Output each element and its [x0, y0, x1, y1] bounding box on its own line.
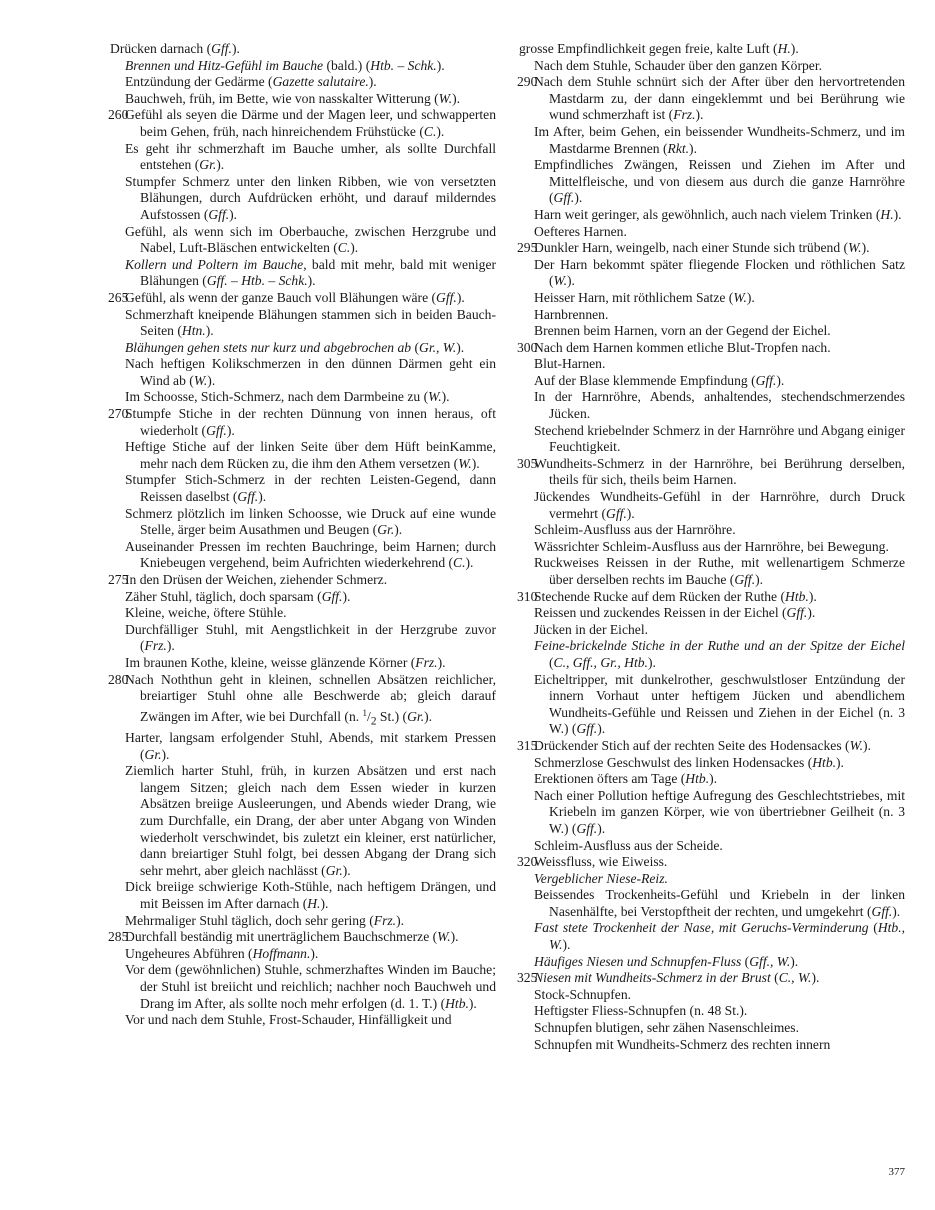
entry-text: Im After, beim Gehen, ein beissender Wundheits-Schmerz, und im Mastdarme Brennen (Rkt.). — [534, 123, 905, 156]
entry-text: Brennen und Hitz-Gefühl im Bauche (bald.) (Htb. – Schk.). — [125, 57, 445, 73]
symptom-entry — [108, 962, 496, 1012]
symptom-entry — [517, 290, 905, 307]
entry-text: Reissen und zuckendes Reissen in der Eichel (Gff.). — [534, 605, 816, 621]
symptom-entry — [108, 389, 496, 406]
entry-text: Vergeblicher Niese-Reiz. — [534, 870, 668, 886]
entry-text: Eicheltripper, mit dunkelrother, geschwulstloser Entzündung der innern Vorhaut unter heftigem Jücken und abendlichem Wundheits-Gefühle und Reissen und Ziehen in der Eichel (n. 3 W.) (Gff.). — [534, 671, 905, 737]
symptom-entry — [517, 124, 905, 157]
symptom-entry — [517, 555, 905, 588]
symptom-entry — [517, 257, 905, 290]
entry-text: Niesen mit Wundheits-Schmerz in der Brust (C., W.). — [534, 970, 820, 986]
symptom-entry — [517, 771, 905, 788]
symptom-entry — [108, 439, 496, 472]
entry-text: Nach dem Stuhle, Schauder über den ganzen Körper. — [534, 57, 823, 73]
entry-number: 310 — [517, 588, 538, 604]
symptom-entry — [108, 107, 496, 140]
entry-number: 315 — [517, 737, 538, 753]
entry-text: Harnbrennen. — [534, 306, 609, 322]
symptom-entry — [517, 539, 905, 556]
entry-text: Ruckweises Reissen in der Ruthe, mit wellenartigem Schmerze über derselben rechts im Bauche (Gff.). — [534, 555, 905, 587]
symptom-entry — [517, 755, 905, 772]
symptom-entry — [517, 987, 905, 1004]
entry-text: Kleine, weiche, öftere Stühle. — [125, 605, 287, 621]
entry-text: Feine-brickelnde Stiche in der Ruthe und an der Spitze der Eichel (C., Gff., Gr., Htb.). — [534, 638, 905, 670]
symptom-entry — [517, 58, 905, 75]
symptom-entry — [517, 1003, 905, 1020]
symptom-entry — [517, 672, 905, 738]
symptom-entry — [517, 887, 905, 920]
symptom-entry — [517, 389, 905, 422]
symptom-entry — [108, 763, 496, 879]
symptom-entry — [108, 655, 496, 672]
entry-text: Stumpfer Stich-Schmerz in der rechten Leisten-Gegend, dann Reissen daselbst (Gff.). — [125, 472, 496, 505]
page-number: 377 — [888, 1166, 905, 1178]
symptom-entry — [517, 854, 905, 871]
symptom-entry — [517, 738, 905, 755]
right-column — [517, 41, 905, 1053]
entry-number: 280 — [108, 671, 129, 687]
entry-number: 275 — [108, 572, 129, 587]
entry-text: Schnupfen mit Wundheits-Schmerz des rechten innern — [534, 1036, 831, 1052]
symptom-entry — [108, 174, 496, 224]
symptom-entry — [108, 257, 496, 290]
entry-text: Empfindliches Zwängen, Reissen und Ziehen im After und Mittelfleische, und von diesem aus durch die ganze Harnröhre (Gff.). — [534, 157, 905, 206]
entry-text: Heftige Stiche auf der linken Seite über dem Hüft beinKamme, mehr nach dem Rücken zu, die ihm den Athem versetzen (W.). — [125, 439, 496, 471]
symptom-entry — [517, 157, 905, 207]
symptom-entry — [517, 522, 905, 539]
entry-text: Gefühl als seyen die Därme und der Magen leer, und schwapperten beim Gehen, früh, nach hinreichendem Frühstücke (C.). — [125, 107, 496, 139]
entry-text: Wundheits-Schmerz in der Harnröhre, bei Berührung derselben, theils für sich, theils beim Harnen. — [534, 455, 905, 488]
entry-text: Schnupfen blutigen, sehr zähen Nasenschleimes. — [534, 1020, 799, 1036]
entry-text: Durchfall beständig mit unerträglichem Bauchschmerze (W.). — [125, 929, 459, 945]
entry-text: Durchfälliger Stuhl, mit Aengstlichkeit in der Herzgrube zuvor (Frz.). — [125, 621, 496, 654]
entry-number: 260 — [108, 107, 129, 123]
symptom-entry — [517, 589, 905, 606]
symptom-entry — [108, 539, 496, 572]
entry-text: Beissendes Trockenheits-Gefühl und Kriebeln in der linken Nasenhälfte, bei Verstopftheit der rechten, und umgekehrt (Gff.). — [534, 887, 905, 919]
entry-text: Ungeheures Abführen (Hoffmann.). — [125, 945, 319, 961]
symptom-entry — [108, 572, 496, 589]
entry-text: Schleim-Ausfluss aus der Scheide. — [534, 837, 723, 853]
symptom-entry — [108, 224, 496, 257]
entry-number: 290 — [517, 74, 538, 90]
entry-text: Dick breiige schwierige Koth-Stühle, nach heftigem Drängen, und mit Beissen im After darnach (H.). — [125, 879, 496, 911]
entry-text: Gefühl, als wenn sich im Oberbauche, zwischen Herzgrube und Nabel, Luft-Bläschen entwickelten (C.). — [125, 223, 496, 256]
symptom-entry — [517, 423, 905, 456]
symptom-entry — [517, 240, 905, 257]
entry-text: Es geht ihr schmerzhaft im Bauche umher, als sollte Durchfall entstehen (Gr.). — [125, 140, 496, 173]
symptom-entry — [108, 91, 496, 108]
entry-text: Im braunen Kothe, kleine, weisse glänzende Körner (Frz.). — [125, 654, 446, 670]
entry-text: Blähungen gehen stets nur kurz und abgebrochen ab (Gr., W.). — [125, 339, 465, 355]
symptom-entry — [517, 307, 905, 324]
entry-text: grosse Empfindlichkeit gegen freie, kalte Luft (H.). — [519, 41, 799, 56]
entry-text: Stechend kriebelnder Schmerz in der Harnröhre und Abgang einiger Feuchtigkeit. — [534, 422, 905, 455]
entry-text: In der Harnröhre, Abends, anhaltendes, stechendschmerzendes Jücken. — [534, 389, 905, 422]
symptom-entry — [517, 605, 905, 622]
entry-text: Drückender Stich auf der rechten Seite des Hodensackes (W.). — [534, 737, 871, 753]
entry-text: Jückendes Wundheits-Gefühl in der Harnröhre, durch Druck vermehrt (Gff.). — [534, 489, 905, 521]
entry-text: Bauchweh, früh, im Bette, wie von nasskalter Witterung (W.). — [125, 90, 461, 106]
entry-text: Fast stete Trockenheit der Nase, mit Geruchs-Verminderung (Htb., W.). — [534, 920, 905, 953]
entry-text: Zäher Stuhl, täglich, doch sparsam (Gff.). — [125, 588, 351, 604]
entry-text: Brennen beim Harnen, vorn an der Gegend der Eichel. — [534, 323, 831, 339]
symptom-entry — [517, 41, 905, 58]
symptom-entry — [108, 929, 496, 946]
symptom-entry — [517, 920, 905, 953]
symptom-entry — [108, 946, 496, 963]
symptom-entry — [517, 456, 905, 489]
symptom-entry — [108, 141, 496, 174]
symptom-entry — [108, 879, 496, 912]
symptom-entry — [517, 622, 905, 639]
entry-text: Kollern und Poltern im Bauche, bald mit mehr, bald mit weniger Blähungen (Gff. – Htb. – Schk.). — [125, 256, 497, 289]
symptom-entry — [108, 605, 496, 622]
entry-text: Auseinander Pressen im rechten Bauchringe, beim Harnen; durch Kniebeugen vergehend, beim Aufrichten wiederkehrend (C.). — [125, 538, 496, 571]
symptom-entry — [108, 672, 496, 731]
entry-text: Vor und nach dem Stuhle, Frost-Schauder, Hinfälligkeit und — [125, 1012, 452, 1028]
entry-text: Wässrichter Schleim-Ausfluss aus der Harnröhre, bei Bewegung. — [534, 538, 889, 554]
symptom-entry — [517, 489, 905, 522]
entry-number: 265 — [108, 289, 129, 305]
symptom-entry — [517, 970, 905, 987]
entry-number: 295 — [517, 240, 538, 256]
symptom-entry — [517, 838, 905, 855]
entry-text: Ziemlich harter Stuhl, früh, in kurzen Absätzen und erst nach langem Sitzen; gleich nach dem Essen wieder in kurzen Absätzen breiige Ausleerungen, und Abends wieder Drang, wie zum Durchfalle, ein Drang, der aber unter Abgang von Winden wiederholt verschwindet, bis zuletzt ein kleiner, erst natürlicher, dann breiartiger Stuhl folgt, bei dessen Abgang der Drang sich sehr mehrt, aber gleich nachlässt (Gr.). — [125, 763, 496, 878]
symptom-entry — [517, 74, 905, 124]
entry-text: Dunkler Harn, weingelb, nach einer Stunde sich trübend (W.). — [534, 240, 870, 256]
entry-text: Oefteres Harnen. — [534, 223, 627, 239]
entry-text: Schmerzhaft kneipende Blähungen stammen sich in beiden Bauch-Seiten (Htn.). — [125, 306, 496, 339]
entry-text: Harter, langsam erfolgender Stuhl, Abends, mit starkem Pressen (Gr.). — [125, 730, 496, 762]
symptom-entry — [108, 307, 496, 340]
entry-number: 305 — [517, 455, 538, 471]
entry-text: Stechende Rucke auf dem Rücken der Ruthe (Htb.). — [534, 588, 817, 604]
entry-text: Häufiges Niesen und Schnupfen-Fluss (Gff., W.). — [534, 953, 799, 969]
entry-text: Gefühl, als wenn der ganze Bauch voll Blähungen wäre (Gff.). — [125, 289, 465, 305]
symptom-entry — [108, 506, 496, 539]
entry-text: Der Harn bekommt später fliegende Flocken und röthlichen Satz (W.). — [534, 256, 905, 289]
entry-text: Heftigster Fliess-Schnupfen (n. 48 St.). — [534, 1003, 748, 1019]
symptom-entry — [108, 340, 496, 357]
entry-number: 300 — [517, 339, 538, 355]
symptom-entry — [108, 622, 496, 655]
symptom-entry — [517, 356, 905, 373]
symptom-entry — [108, 74, 496, 91]
entry-number: 325 — [517, 970, 538, 986]
entry-text: Blut-Harnen. — [534, 356, 606, 372]
entry-text: Stumpfe Stiche in der rechten Dünnung von innen heraus, oft wiederholt (Gff.). — [125, 406, 496, 438]
entry-text: Entzündung der Gedärme (Gazette salutaire.). — [125, 74, 377, 90]
symptom-entry — [108, 589, 496, 606]
entry-text: Im Schoosse, Stich-Schmerz, nach dem Darmbeine zu (W.). — [125, 389, 450, 405]
entry-text: Erektionen öfters am Tage (Htb.). — [534, 771, 718, 787]
entry-text: Nach dem Stuhle schnürt sich der After über den hervortretenden Mastdarm zu, der dann eingeklemmt und bei Berührung wie wund schmerzhaft ist (Frz.). — [534, 74, 905, 123]
entry-text: Drücken darnach (Gff.). — [110, 41, 240, 56]
entry-text: Schleim-Ausfluss aus der Harnröhre. — [534, 522, 736, 538]
symptom-entry — [108, 58, 496, 75]
symptom-entry — [517, 954, 905, 971]
entry-text: Nach einer Pollution heftige Aufregung des Geschlechtstriebes, mit Kriebeln im ganzen Körper, wie von übertriebner Geilheit (n. 3 W.) (Gff.). — [534, 787, 905, 836]
entry-text: Schmerz plötzlich im linken Schoosse, wie Druck auf eine wunde Stelle, ärger beim Ausathmen und Beugen (Gr.). — [125, 505, 496, 538]
entry-text: In den Drüsen der Weichen, ziehender Schmerz. — [125, 572, 388, 587]
symptom-entry — [517, 207, 905, 224]
entry-text: Nach heftigen Kolikschmerzen in den dünnen Därmen geht ein Wind ab (W.). — [125, 356, 496, 388]
symptom-entry — [517, 788, 905, 838]
symptom-entry — [108, 730, 496, 763]
entry-text: Nach dem Harnen kommen etliche Blut-Tropfen nach. — [534, 339, 831, 355]
entry-text: Nach Noththun geht in kleinen, schnellen Absätzen reichlicher, breiartiger Stuhl ohne alle Beschwerde ab; gleich darauf Zwängen im After, wie bei Durchfall (n. $^1/_2$ St.) (Gr.). — [125, 671, 496, 728]
entry-number: 270 — [108, 406, 129, 422]
entry-text: Harn weit geringer, als gewöhnlich, auch nach vielem Trinken (H.). — [534, 206, 902, 222]
entry-text: Auf der Blase klemmende Empfindung (Gff.). — [534, 372, 785, 388]
symptom-entry — [108, 472, 496, 505]
entry-text: Jücken in der Eichel. — [534, 621, 648, 637]
symptom-entry — [517, 373, 905, 390]
symptom-entry — [517, 871, 905, 888]
symptom-entry — [108, 913, 496, 930]
entry-text: Heisser Harn, mit röthlichem Satze (W.). — [534, 289, 755, 305]
entry-number: 320 — [517, 854, 538, 870]
symptom-entry — [108, 406, 496, 439]
entry-number: 285 — [108, 929, 129, 945]
symptom-entry — [108, 290, 496, 307]
symptom-entry — [517, 1037, 905, 1054]
symptom-entry — [517, 340, 905, 357]
entry-text: Stumpfer Schmerz unter den linken Ribben, wie von versetzten Blähungen, durch Aufdrücken erhöht, und darauf milderndes Aufstossen (Gff.). — [125, 173, 496, 222]
entry-text: Vor dem (gewöhnlichen) Stuhle, schmerzhaftes Winden im Bauche; der Stuhl ist breiicht und reichlich; nachher noch Bauchweh und Drang im After, als sollte noch mehr erfolgen (d. 1. T.) (Htb.). — [125, 962, 496, 1011]
symptom-entry — [517, 638, 905, 671]
symptom-entry — [108, 1012, 496, 1029]
entry-text: Schmerzlose Geschwulst des linken Hodensackes (Htb.). — [534, 754, 844, 770]
entry-text: Stock-Schnupfen. — [534, 986, 632, 1002]
symptom-entry — [108, 41, 496, 58]
symptom-entry — [517, 1020, 905, 1037]
entry-text: Weissfluss, wie Eiweiss. — [534, 854, 668, 870]
symptom-entry — [517, 323, 905, 340]
entry-text: Mehrmaliger Stuhl täglich, doch sehr gering (Frz.). — [125, 912, 405, 928]
symptom-entry — [108, 356, 496, 389]
left-column — [108, 41, 496, 1029]
symptom-entry — [517, 224, 905, 241]
